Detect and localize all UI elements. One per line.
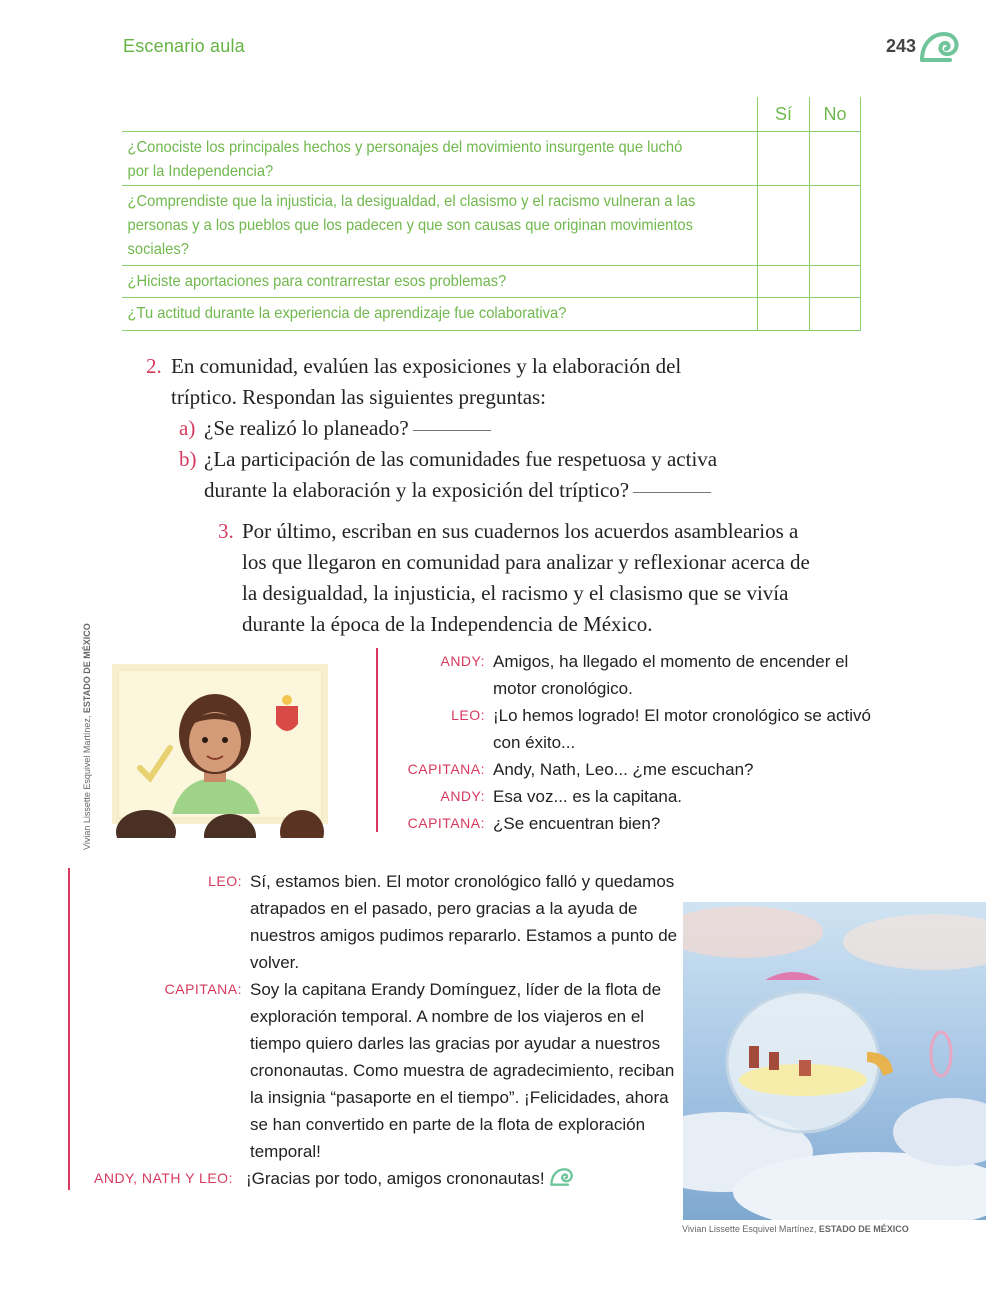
dialogue-line (70, 868, 690, 976)
column-header-si: Sí (757, 97, 809, 131)
speaker-label: ANDY: (440, 788, 485, 804)
spiral-snail-icon (920, 30, 960, 64)
dialogue-line (378, 648, 878, 702)
answer-cell-si[interactable] (757, 186, 809, 265)
dialogue-block-1 (376, 648, 878, 832)
page-number: 243 (886, 36, 917, 56)
sub-item-text: ¿La participación de las comunidades fue respetuosa y activa durante la elaboración y la exposición del tríptico? (204, 447, 718, 502)
answer-cell-no[interactable] (809, 266, 861, 297)
dialogue-line (378, 702, 878, 756)
answer-cell-si[interactable] (757, 266, 809, 297)
activity-item-2 (146, 351, 766, 506)
table-row (122, 186, 861, 266)
dialogue-line (378, 810, 878, 837)
dialogue-line (378, 783, 878, 810)
time-machine-illustration (683, 902, 986, 1220)
table-row (122, 266, 861, 298)
illustration-credit: Vivian Lissette Esquivel Martínez, ESTADO DE MÉXICO (682, 1224, 909, 1234)
question-text: ¿Tu actitud durante la experiencia de aprendizaje fue colaborativa? (127, 305, 567, 322)
sub-item-label: b) (179, 447, 197, 471)
answer-line[interactable] (633, 492, 711, 493)
dialogue-text: Soy la capitana Erandy Domínguez, líder de la flota de exploración temporal. A nombre de los viajeros en el tiempo quiero darles las gracias por ayudar a nuestros crononautas. Como muestra de agradecimiento, reciban la insignia “pasaporte en el tiempo”. ¡Felicidades, ahora se han convertido en parte de la flota de exploración temporal! (250, 980, 675, 1161)
dialogue-text: ¡Lo hemos logrado! El motor cronológico se activó con éxito... (493, 706, 871, 752)
dialogue-text: ¡Gracias por todo, amigos crononautas! (246, 1169, 545, 1188)
dialogue-line (378, 756, 878, 783)
dialogue-line (70, 976, 690, 1165)
item-text: En comunidad, evalúen las exposiciones y la elaboración del tríptico. Respondan las siguientes preguntas: (171, 354, 682, 409)
column-header-no: No (809, 97, 861, 131)
answer-cell-no[interactable] (809, 132, 861, 185)
sub-item-text: ¿Se realizó lo planeado? (204, 416, 409, 440)
spiral-snail-icon (549, 1167, 575, 1187)
speaker-label: ANDY, NATH Y LEO: (94, 1170, 233, 1186)
answer-cell-si[interactable] (757, 298, 809, 330)
speaker-label: CAPITANA: (407, 815, 485, 831)
item-number: 2. (146, 354, 162, 378)
dialogue-line (70, 1165, 690, 1192)
dialogue-block-2 (68, 868, 690, 1190)
illustration-credit: Vivian Lissette Esquivel Martínez, ESTADO DE MÉXICO (82, 623, 92, 850)
dialogue-text: Andy, Nath, Leo... ¿me escuchan? (493, 760, 754, 779)
item-text: Por último, escriban en sus cuadernos los acuerdos asamblearios a los que llegaron en comunidad para analizar y reflexionar acerca de la desigualdad, la injusticia, el racismo y el clasismo que se vivía durante la época de la Independencia de México. (242, 519, 810, 636)
speaker-label: ANDY: (440, 653, 485, 669)
section-title: Escenario aula (123, 36, 245, 56)
table-row (122, 298, 861, 331)
dialogue-text: Sí, estamos bien. El motor cronológico falló y quedamos atrapados en el pasado, pero gracias a la ayuda de nuestros amigos pudimos repararlo. Estamos a punto de volver. (250, 872, 678, 972)
speaker-label: CAPITANA: (164, 981, 242, 997)
video-call-illustration (112, 656, 334, 838)
answer-cell-no[interactable] (809, 186, 861, 265)
dialogue-text: Amigos, ha llegado el momento de encender el motor cronológico. (493, 652, 849, 698)
question-text: ¿Hiciste aportaciones para contrarrestar esos problemas? (127, 273, 507, 290)
dialogue-text: ¿Se encuentran bien? (493, 814, 661, 833)
item-number: 3. (218, 519, 234, 543)
speaker-label: LEO: (451, 707, 485, 723)
speaker-label: LEO: (208, 873, 242, 889)
question-text: ¿Conociste los principales hechos y personajes del movimiento insurgente que luchó por la Independencia? (127, 139, 683, 180)
question-text: ¿Comprendiste que la injusticia, la desigualdad, el clasismo y el racismo vulneran a las personas y a los pueblos que los padecen y que son causas que originan movimientos sociales? (127, 193, 696, 258)
answer-cell-no[interactable] (809, 298, 861, 330)
dialogue-text: Esa voz... es la capitana. (493, 787, 682, 806)
self-evaluation-table (122, 97, 861, 331)
sub-item-label: a) (179, 416, 196, 440)
answer-line[interactable] (413, 430, 491, 431)
speaker-label: CAPITANA: (407, 761, 485, 777)
table-row (122, 132, 861, 186)
answer-cell-si[interactable] (757, 132, 809, 185)
table-header-row (122, 97, 861, 132)
activity-item-3 (218, 516, 838, 640)
